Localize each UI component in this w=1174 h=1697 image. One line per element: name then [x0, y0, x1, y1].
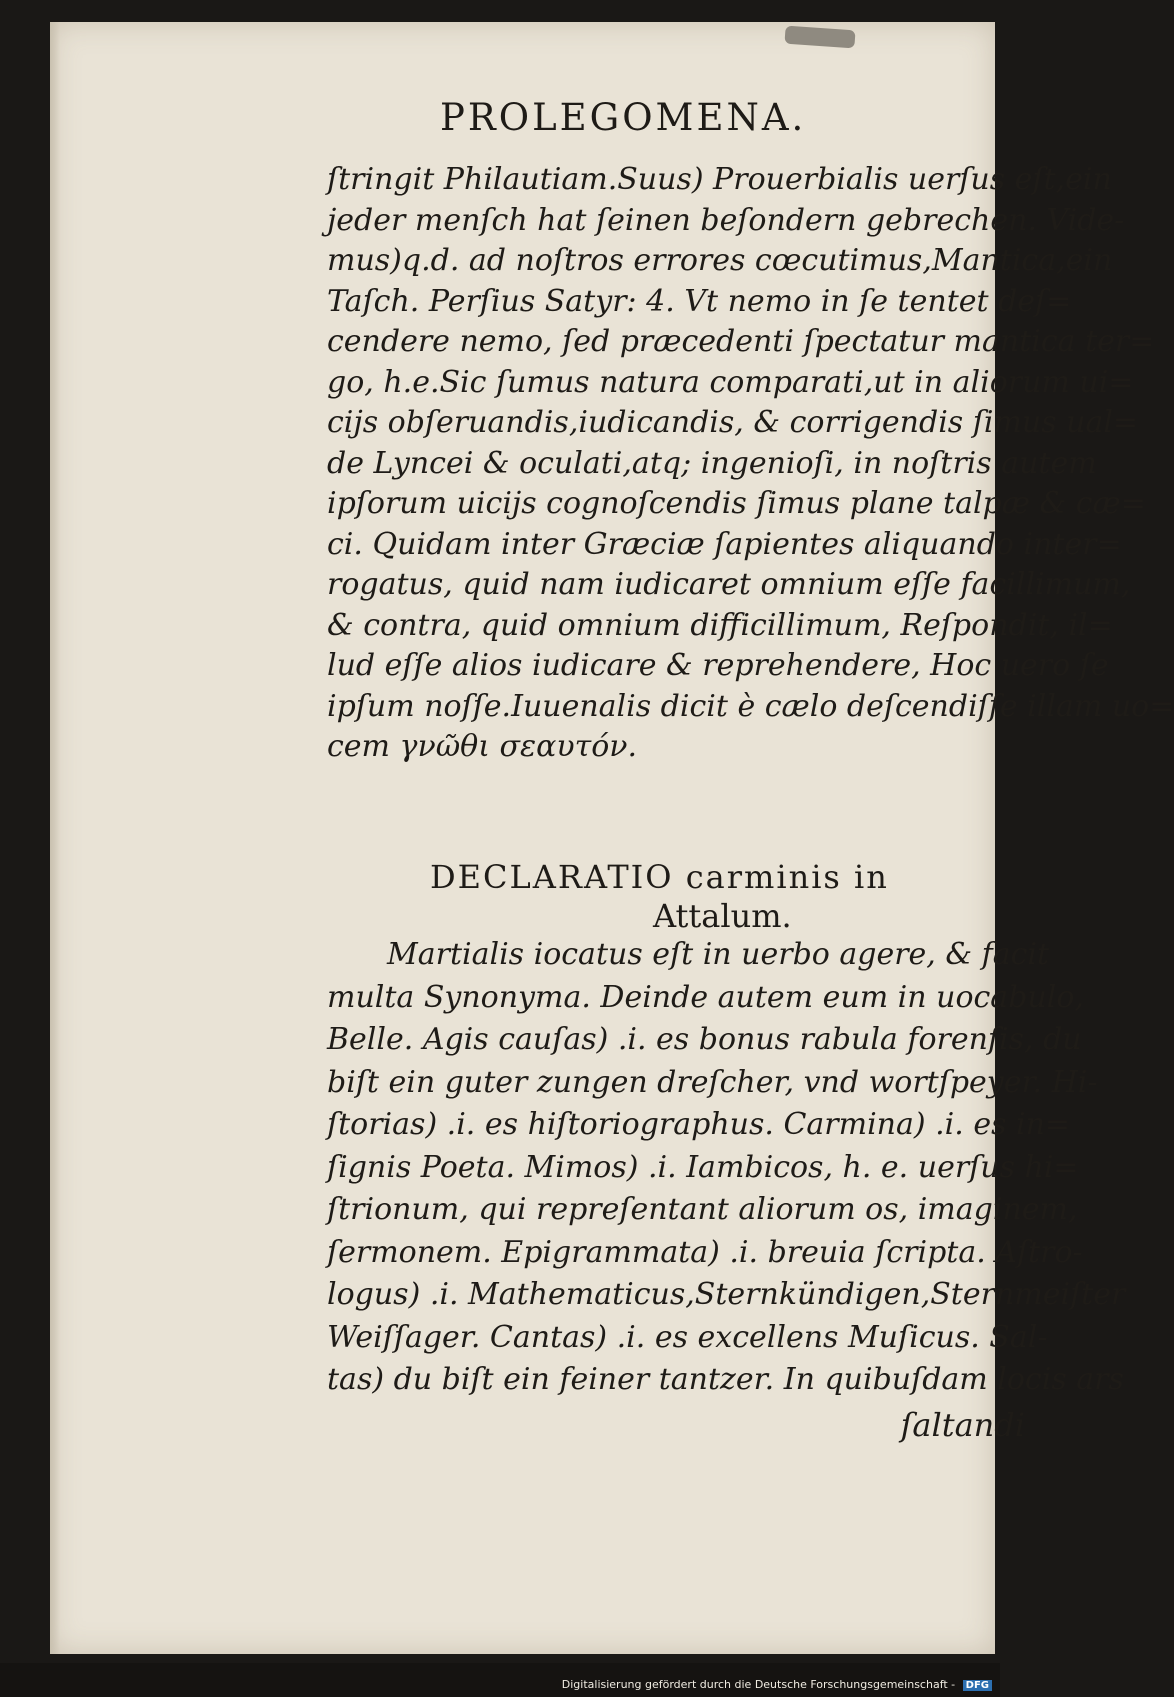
credit-text: Digitalisierung gefördert durch die Deutsche Forschungsgemeinschaft -	[561, 1678, 956, 1691]
text-line: ſtorias) .i. es hiſtoriographus. Carmina) .i. es in=	[327, 1107, 1071, 1142]
text-line: cijs obſeruandis,iudicandis, & corrigendis ſimus ual=	[327, 405, 1139, 440]
text-line: multa Synonyma. Deinde autem eum in uocabulo,	[327, 979, 1084, 1015]
text-line: ipſorum uicijs cognoſcendis ſimus plane talpæ & cæ=	[327, 486, 1146, 521]
text-line: ſignis Poeta. Mimos) .i. Iambicos, h. e. uerſus hi=	[327, 1149, 1079, 1185]
text-line: ſtringit Philautiam.Suus) Prouerbialis uerſus eſt,ein	[327, 162, 1112, 197]
text-line: ſermonem. Epigrammata) .i. breuia ſcripta. Aſtro-	[327, 1234, 1083, 1270]
dfg-logo: DFG	[963, 1680, 992, 1691]
text-line: de Lyncei & oculati,atq; ingenioſi, in noſtris autem	[327, 445, 1097, 481]
digitization-credit	[562, 1678, 992, 1691]
text-line: ipſum noſſe.Iuuenalis dicit è cælo deſcendiſſe illam uo=	[327, 688, 1174, 724]
running-head: PROLEGOMENA.	[440, 96, 807, 139]
text-line: jeder menſch hat ſeinen beſondern gebrechen. Vide-	[327, 202, 1125, 238]
text-line: go, h.e.Sic ſumus natura comparati,ut in aliorum ui=	[327, 364, 1134, 400]
text-line: ſtrionum, qui repreſentant aliorum os, imaginem,	[327, 1192, 1078, 1227]
text-line: ci. Quidam inter Græciæ ſapientes aliquando inter=	[327, 526, 1122, 562]
text-line: cem γνῶθι σεαυτόν.	[327, 729, 638, 764]
text-line: Weiſſager. Cantas) .i. es excellens Muſicus. Sal-	[327, 1319, 1048, 1355]
page-tab-marker	[784, 26, 855, 49]
text-line: biſt ein guter zungen dreſcher, vnd wortſpeyer. Hi-	[327, 1064, 1098, 1100]
text-line: tas) du biſt ein feiner tantzer. In quibuſdam locis ars	[327, 1362, 1124, 1397]
text-line: cendere nemo, ſed præcedenti ſpectatur mantica ter=	[327, 324, 1155, 359]
footer-strip	[0, 1663, 1000, 1697]
text-line: Belle. Agis cauſas) .i. es bonus rabula forenſis, du	[327, 1022, 1082, 1057]
text-block	[275, 142, 1174, 1472]
catchword: ſaltandi	[900, 1406, 1025, 1444]
section-heading-line2: Attalum.	[653, 897, 792, 935]
text-line: rogatus, quid nam iudicaret omnium eſſe facillimum,	[327, 567, 1131, 602]
section-heading-line1: DECLARATIO carminis in	[430, 858, 889, 896]
text-line: & contra, quid omnium difficillimum, Reſpondit, il=	[327, 607, 1113, 643]
text-line: Martialis iocatus eſt in uerbo agere, & facit	[387, 937, 1050, 972]
page-gutter-shadow	[50, 22, 60, 1654]
book-page	[50, 22, 1174, 1654]
text-line: Taſch. Perſius Satyr: 4. Vt nemo in ſe tentet deſ=	[327, 283, 1072, 319]
text-line: logus) .i. Mathematicus,Sternkündigen,Sternmeiſter	[327, 1277, 1126, 1312]
text-line: mus)q.d. ad noſtros errores cœcutimus,Mantica,ein	[327, 243, 1113, 278]
text-line: lud eſſe alios iudicare & reprehendere, Hoc uero ſe	[327, 648, 1109, 683]
